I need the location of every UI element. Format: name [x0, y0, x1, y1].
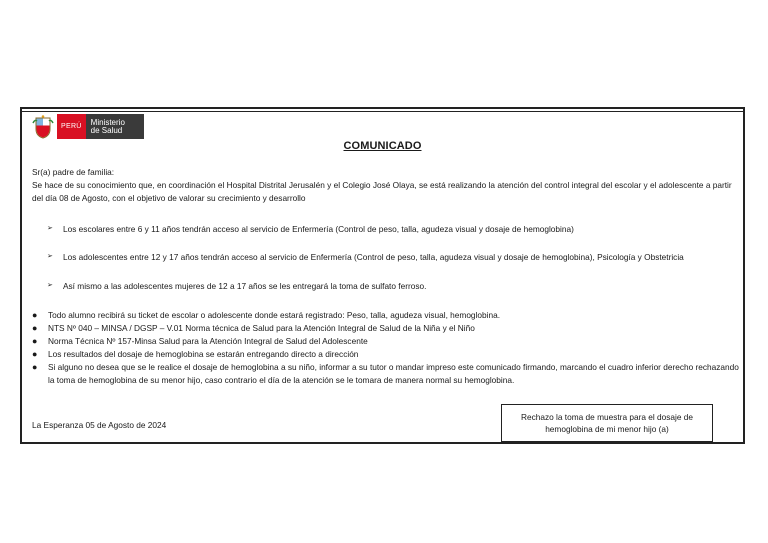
reject-checkbox-field[interactable]: Rechazo la toma de muestra para el dosaje de hemoglobina de mi menor hijo (a): [501, 404, 713, 442]
ministry-line-2: de Salud: [90, 125, 123, 135]
ministry-logo: [31, 114, 144, 139]
bullet-text: Norma Técnica Nº 157-Minsa Salud para la Atención Integral de Salud del Adolescente: [48, 336, 368, 346]
ministry-line-1: Ministerio: [90, 117, 125, 127]
date-line: La Esperanza 05 de Agosto de 2024: [32, 420, 167, 430]
arrow-bullet-icon: ➢: [47, 282, 53, 289]
arrow-list-item: [47, 280, 426, 292]
bullet-list-item: [32, 335, 744, 348]
bullet-list-item: [32, 309, 744, 322]
document-title: COMUNICADO: [343, 140, 422, 152]
intro-paragraph: Se hace de su conocimiento que, en coordinación el Hospital Distrital Jerusalén y el Colegio José Olaya, se está realizando la atención del control integral del escolar y el adolescente a partir del día 08 de Agosto, con el objetivo de valorar su crecimiento y desarrollo: [32, 180, 732, 203]
bullet-dot-icon: ●: [32, 310, 38, 320]
bullet-text: Todo alumno recibirá su ticket de escolar o adolescente donde estará registrado: Peso, talla, agudeza visual, hemoglobina.: [48, 310, 500, 320]
arrow-item-text: Los adolescentes entre 12 y 17 años tendrán acceso al servicio de Enfermería (Control de peso, talla, agudeza visual y dosaje de hemoglobina), Psicología y Obstetricia: [63, 252, 684, 262]
bullet-list-item: [32, 361, 744, 387]
peru-label: PERÚ: [57, 114, 86, 139]
arrow-item-text: Los escolares entre 6 y 11 años tendrán acceso al servicio de Enfermería (Control de peso, talla, agudeza visual y dosaje de hemoglobina): [63, 224, 574, 234]
bullet-list-item: [32, 322, 744, 335]
bullet-text: NTS Nº 040 – MINSA / DGSP – V.01 Norma técnica de Salud para la Atención Integral de Salud de la Niña y el Niño: [48, 323, 475, 333]
arrow-bullet-icon: ➢: [47, 225, 53, 232]
arrow-item-text: Así mismo a las adolescentes mujeres de 12 a 17 años se les entregará la toma de sulfato ferroso.: [63, 281, 427, 291]
ministry-label: [86, 114, 144, 139]
greeting-text: Sr(a) padre de familia:: [32, 167, 115, 177]
document-frame: [22, 111, 743, 442]
announcement-document: [20, 107, 745, 444]
bullet-dot-icon: ●: [32, 336, 38, 346]
bullet-dot-icon: ●: [32, 349, 38, 359]
bullet-dot-icon: ●: [32, 323, 38, 333]
arrow-list-item: [47, 251, 684, 263]
bullet-list: [32, 309, 744, 387]
bullet-text: Si alguno no desea que se le realice el dosaje de hemoglobina a su niño, informar a su tutor o mandar impreso este comunicado firmando, marcando el cuadro inferior derecho rechazando la toma de hemoglobina de su menor hijo, caso contrario el día de la atención se le tomara de manera normal su hemoglobina.: [48, 362, 739, 385]
bullet-dot-icon: ●: [32, 362, 38, 372]
arrow-bullet-icon: ➢: [47, 253, 53, 260]
coat-of-arms-icon: [31, 114, 55, 139]
bullet-text: Los resultados del dosaje de hemoglobina se estarán entregando directo a dirección: [48, 349, 359, 359]
bullet-list-item: [32, 348, 744, 361]
arrow-list-item: [47, 223, 574, 235]
